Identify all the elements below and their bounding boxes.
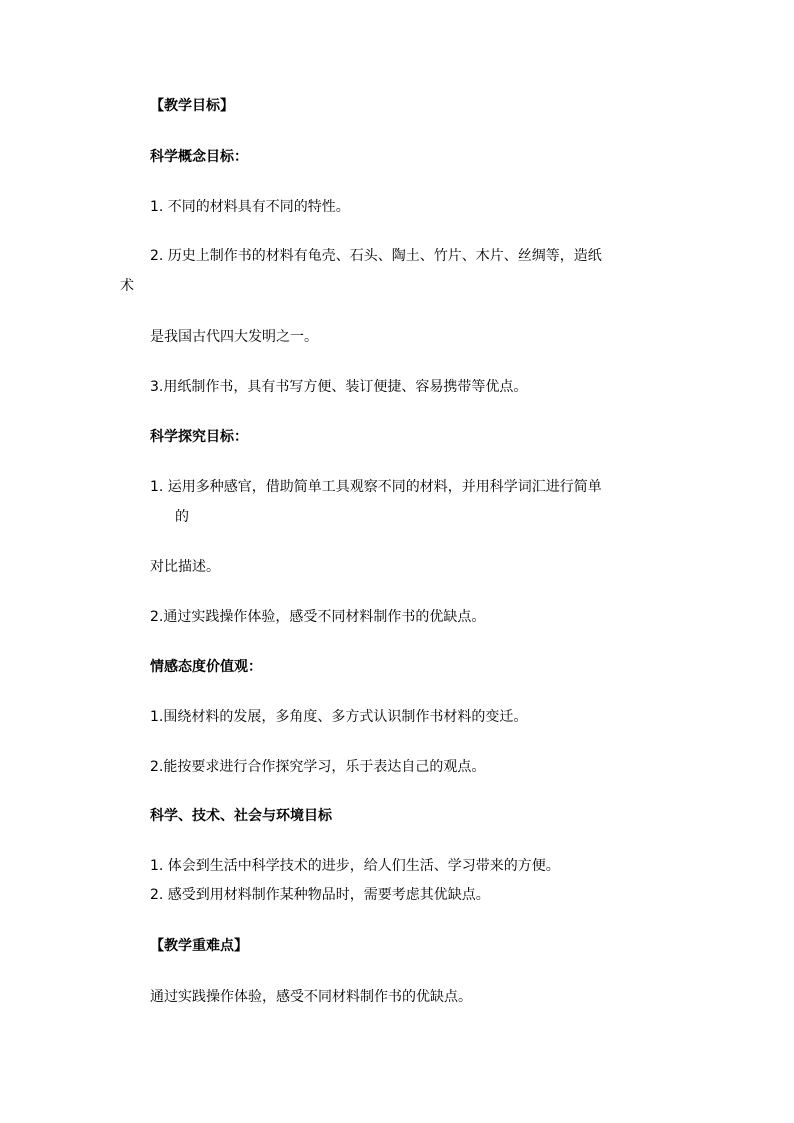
inquiry-item-2: 2.通过实践操作体验，感受不同材料制作书的优缺点。	[150, 609, 486, 625]
attitude-goal-title: 情感态度价值观：	[150, 659, 262, 675]
attitude-item-1: 1.围绕材料的发展，多角度、多方式认识制作书材料的变迁。	[150, 709, 528, 725]
concept-item-2: 2. 历史上制作书的材料有龟壳、石头、陶土、竹片、木片、丝绸等，造纸	[150, 248, 602, 264]
inquiry-item-1-cont: 对比描述。	[150, 559, 220, 575]
concept-item-3: 3.用纸制作书，具有书写方便、装订便捷、容易携带等优点。	[150, 379, 528, 395]
concept-goal-title: 科学概念目标：	[150, 149, 248, 165]
heading-key-difficult-points: 【教学重难点】	[150, 938, 248, 954]
concept-item-1: 1. 不同的材料具有不同的特性。	[150, 199, 350, 215]
sts-goal-title: 科学、技术、社会与环境目标	[150, 808, 332, 824]
heading-teaching-objectives: 【教学目标】	[150, 98, 234, 114]
inquiry-item-1: 1. 运用多种感官，借助简单工具观察不同的材料，并用科学词汇进行简单	[150, 479, 602, 495]
concept-item-2-wrap: 术	[120, 278, 134, 294]
inquiry-goal-title: 科学探究目标：	[150, 429, 248, 445]
concept-item-2-cont: 是我国古代四大发明之一。	[150, 329, 318, 345]
sts-item-2: 2. 感受到用材料制作某种物品时，需要考虑其优缺点。	[150, 887, 490, 903]
key-points-text: 通过实践操作体验，感受不同材料制作书的优缺点。	[150, 989, 472, 1005]
inquiry-item-1-wrap: 的	[175, 509, 189, 525]
attitude-item-2: 2.能按要求进行合作探究学习，乐于表达自己的观点。	[150, 759, 486, 775]
sts-item-1: 1. 体会到生活中科学技术的进步，给人们生活、学习带来的方便。	[150, 858, 560, 874]
